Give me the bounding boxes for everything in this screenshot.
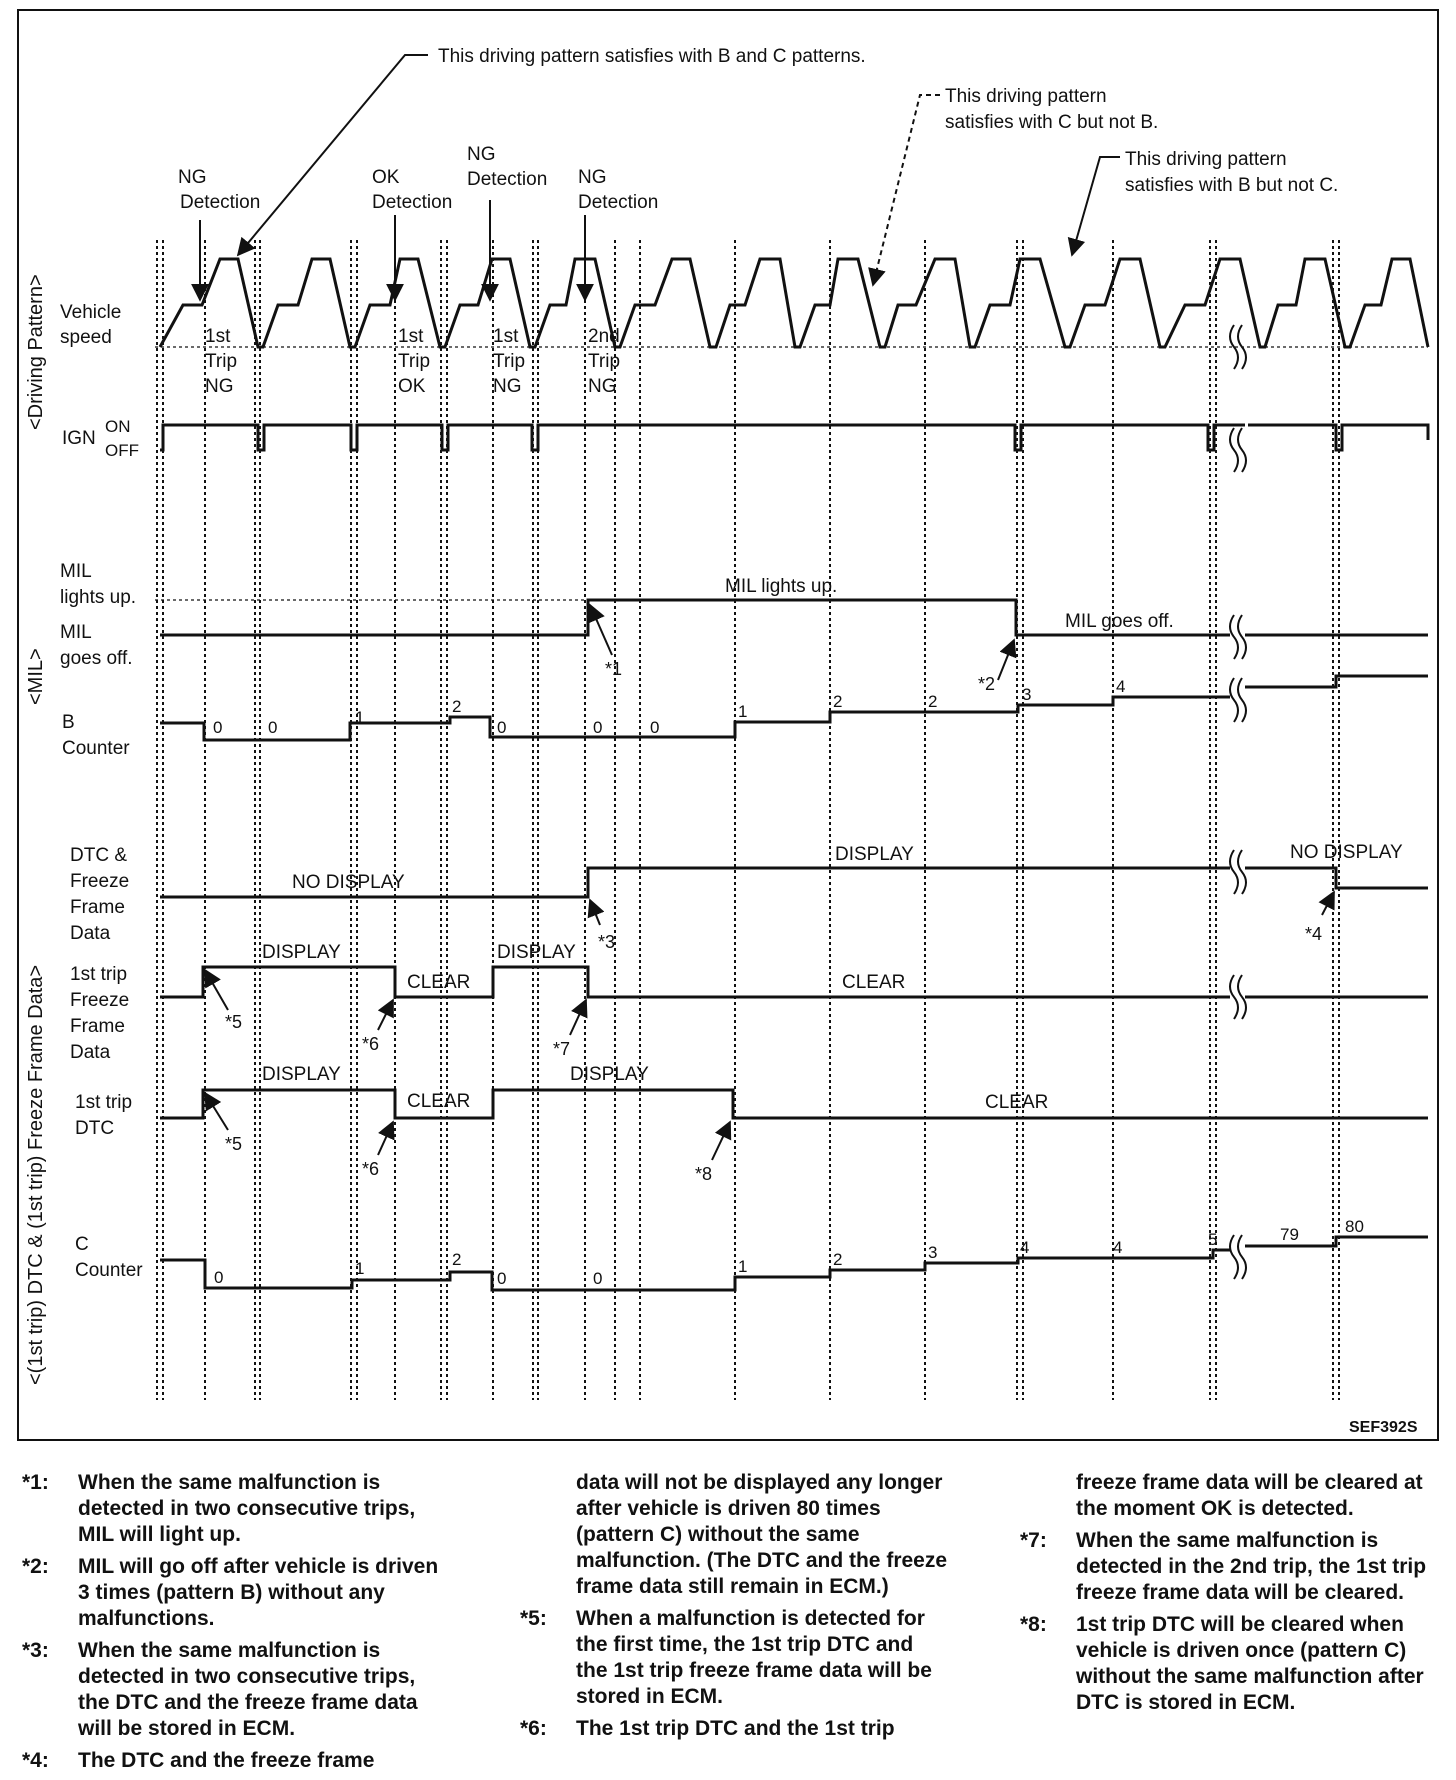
trip-label-4-l1: 2nd (588, 326, 620, 347)
trip-label-2-l3: OK (398, 376, 426, 397)
figure-code: SEF392S (1349, 1419, 1418, 1436)
marker-3: *3 (598, 932, 616, 952)
b-counter-value: 3 (1022, 685, 1032, 704)
c-counter-value: 4 (1113, 1238, 1123, 1257)
detection-3-l1: NG (467, 144, 496, 165)
trip-label-2-l1: 1st (398, 326, 424, 347)
mil-goes-off-text: MIL goes off. (1065, 611, 1174, 632)
section-label-driving: <Driving Pattern> (25, 274, 47, 430)
marker-6a: *6 (362, 1034, 380, 1054)
footnote-text: The DTC and the freeze frame (78, 1749, 375, 1772)
callout-b-not-c-line2: satisfies with B but not C. (1125, 175, 1339, 196)
dtc-ffd-label-3: Frame (70, 897, 125, 918)
marker-arrow-5b (205, 1093, 228, 1130)
dtc-ffd-label-4: Data (70, 923, 111, 944)
footnote-text: When the same malfunction is detected in two consecutive trips, MIL will light up. (78, 1471, 416, 1546)
b-counter-label-1: B (62, 712, 75, 733)
marker-arrow-5a (205, 970, 228, 1010)
c-counter-value: 80 (1345, 1217, 1364, 1236)
trip-label-1-l2: Trip (205, 351, 238, 372)
marker-arrow-1 (590, 605, 612, 655)
marker-arrow-3 (590, 900, 600, 925)
time-break-symbols (1230, 325, 1246, 1279)
b-counter-value: 0 (268, 718, 278, 737)
dtc1-display-text-2: DISPLAY (570, 1064, 649, 1085)
footnotes-col-2 (520, 1470, 950, 1748)
trip-label-3-l2: Trip (493, 351, 526, 372)
footnote-text: 1st trip DTC will be cleared when vehicle is driven once (pattern C) without the same malfunction after DTC is stored in ECM. (1076, 1613, 1424, 1714)
marker-2: *2 (978, 674, 996, 694)
marker-arrow-7 (570, 1000, 586, 1035)
trip-label-1-l1: 1st (205, 326, 231, 347)
ign-off-label: OFF (105, 441, 139, 460)
ffd-clear-text-1: CLEAR (407, 972, 471, 993)
b-counter-value: 0 (650, 718, 660, 737)
marker-6b: *6 (362, 1159, 380, 1179)
footnote-text: The 1st trip DTC and the 1st trip (576, 1717, 895, 1740)
footnote-3 (22, 1638, 442, 1742)
top-callout-text: This driving pattern satisfies with B and C patterns. (438, 46, 866, 67)
footnote-6-continued: freeze frame data will be cleared at the moment OK is detected. (1076, 1471, 1423, 1520)
trip-boundary-guides (157, 240, 1339, 1400)
footnote-2 (22, 1554, 442, 1632)
dtc-1st-label-2: DTC (75, 1118, 115, 1139)
footnote-num: *1: (22, 1471, 49, 1494)
marker-4: *4 (1305, 924, 1323, 944)
detection-3-l2: Detection (467, 169, 548, 190)
ffd-display-text-2: DISPLAY (497, 942, 576, 963)
detection-2-l2: Detection (372, 192, 453, 213)
callout-c-not-b-leader (873, 95, 940, 285)
detection-1-l2: Detection (180, 192, 261, 213)
mil-on-label-1: MIL (60, 561, 92, 582)
footnote-8 (1020, 1612, 1440, 1716)
marker-arrow-6b (378, 1122, 393, 1155)
trip-label-4-l3: NG (588, 376, 617, 397)
trip-label-1-l3: NG (205, 376, 234, 397)
trip-label-3-l1: 1st (493, 326, 519, 347)
section-label-mil: <MIL> (25, 648, 47, 705)
c-counter-label-2: Counter (75, 1260, 143, 1281)
detection-1-l1: NG (178, 167, 207, 188)
footnote-text: MIL will go off after vehicle is driven 3 times (pattern B) without any malfunctions. (78, 1555, 439, 1630)
marker-8: *8 (695, 1164, 713, 1184)
dtc-ffd-label-2: Freeze (70, 871, 130, 892)
c-counter-value: 0 (214, 1268, 224, 1287)
b-counter-value: 2 (833, 692, 843, 711)
footnote-num: *8: (1020, 1613, 1047, 1636)
marker-arrow-6a (378, 1000, 393, 1030)
marker-arrow-4 (1322, 892, 1334, 915)
c-counter-value: 1 (355, 1259, 365, 1278)
trip-label-2-l2: Trip (398, 351, 431, 372)
b-counter-value: 0 (593, 718, 603, 737)
footnote-7 (1020, 1528, 1440, 1606)
marker-1: *1 (605, 659, 623, 679)
b-counter-label-2: Counter (62, 738, 130, 759)
footnotes-col-1 (22, 1470, 442, 1780)
c-counter-label-1: C (75, 1234, 89, 1255)
c-counter-value: 4 (1020, 1238, 1030, 1257)
trip-label-3-l3: NG (493, 376, 522, 397)
mil-lights-up-text: MIL lights up. (725, 576, 838, 597)
footnote-text: When a malfunction is detected for the first time, the 1st trip DTC and the 1st trip freeze frame data will be stored in ECM. (576, 1607, 932, 1708)
dtc1-clear-text-1: CLEAR (407, 1091, 471, 1112)
ffd-display-text-1: DISPLAY (262, 942, 341, 963)
marker-arrow-2 (998, 640, 1014, 680)
vehicle-speed-label-2: speed (60, 327, 112, 348)
footnote-num: *6: (520, 1717, 547, 1740)
mil-off-label-1: MIL (60, 622, 92, 643)
detection-4-l2: Detection (578, 192, 659, 213)
dtc1-clear-text-2: CLEAR (985, 1092, 1049, 1113)
dtc-1st-label-1: 1st trip (75, 1092, 133, 1113)
marker-7: *7 (553, 1039, 571, 1059)
footnote-num: *7: (1020, 1529, 1047, 1552)
dtc1-display-text-1: DISPLAY (262, 1064, 341, 1085)
diagram-frame (18, 10, 1438, 1440)
footnote-num: *2: (22, 1555, 49, 1578)
footnotes-col-3 (1020, 1470, 1440, 1722)
b-counter-value: 4 (1116, 677, 1126, 696)
detection-2-l1: OK (372, 167, 400, 188)
marker-5b: *5 (225, 1134, 243, 1154)
footnote-num: *5: (520, 1607, 547, 1630)
b-counter-value: 2 (452, 697, 462, 716)
b-counter-value: 1 (738, 702, 748, 721)
section-label-dtc: <(1st trip) DTC & (1st trip) Freeze Frame Data> (25, 964, 47, 1385)
c-counter-value: 1 (738, 1257, 748, 1276)
callout-c-not-b-line1: This driving pattern (945, 86, 1107, 107)
footnote-text: When the same malfunction is detected in the 2nd trip, the 1st trip freeze frame data will be cleared. (1076, 1529, 1427, 1604)
dtc-ffd-label-1: DTC & (70, 845, 127, 866)
c-counter-value: 3 (928, 1243, 938, 1262)
b-counter-value: 1 (355, 708, 365, 727)
detection-4-l1: NG (578, 167, 607, 188)
mil-on-label-2: lights up. (60, 587, 137, 608)
footnotes (0, 1470, 1456, 1770)
dtc-no-display-text-1: NO DISPLAY (292, 872, 405, 893)
c-counter-value: 0 (593, 1269, 603, 1288)
c-counter-value: 5 (1208, 1230, 1218, 1249)
top-callout-leader (238, 55, 428, 255)
footnote-4 (22, 1748, 442, 1774)
footnote-1 (22, 1470, 442, 1548)
ffd-1st-label-4: Data (70, 1042, 111, 1063)
b-counter-value: 0 (497, 718, 507, 737)
footnote-num: *4: (22, 1749, 49, 1772)
ffd-1st-label-1: 1st trip (70, 964, 128, 985)
b-counter-value: 2 (928, 692, 938, 711)
vehicle-speed-label-1: Vehicle (60, 302, 122, 323)
footnote-text: When the same malfunction is detected in two consecutive trips, the DTC and the freeze frame data will be stored in ECM. (78, 1639, 418, 1740)
ffd-1st-label-3: Frame (70, 1016, 125, 1037)
c-counter-value: 79 (1280, 1225, 1299, 1244)
marker-5a: *5 (225, 1012, 243, 1032)
marker-arrow-8 (712, 1122, 730, 1160)
c-counter-value: 0 (497, 1269, 507, 1288)
footnote-5 (520, 1606, 950, 1710)
footnote-num: *3: (22, 1639, 49, 1662)
dtc-display-text: DISPLAY (835, 844, 914, 865)
b-counter-value: 0 (213, 718, 223, 737)
dtc-no-display-text-2: NO DISPLAY (1290, 842, 1403, 863)
c-counter-value: 2 (833, 1250, 843, 1269)
mil-off-label-2: goes off. (60, 648, 133, 669)
footnote-4-continued: data will not be displayed any longer after vehicle is driven 80 times (pattern C) without the same malfunction. (The DTC and the freeze frame data still remain in ECM.) (576, 1471, 948, 1598)
ign-label: IGN (62, 428, 96, 449)
footnote-6 (520, 1716, 950, 1742)
callout-b-not-c-line1: This driving pattern (1125, 149, 1287, 170)
ffd-1st-label-2: Freeze (70, 990, 130, 1011)
callout-c-not-b-line2: satisfies with C but not B. (945, 112, 1159, 133)
c-counter-value: 2 (452, 1250, 462, 1269)
trip-label-4-l2: Trip (588, 351, 621, 372)
ffd-clear-text-2: CLEAR (842, 972, 906, 993)
ign-on-label: ON (105, 417, 131, 436)
